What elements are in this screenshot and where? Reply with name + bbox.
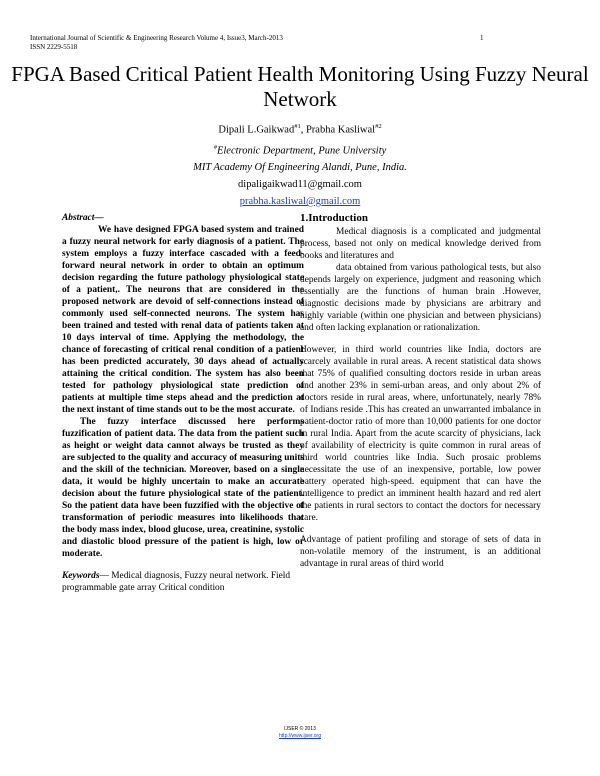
intro-paragraph-4: Advantage of patient profiling and storage of sets of data in non-volatile memory of the instrument, is an additional advantage in rural areas of third world (300, 535, 541, 569)
author-2-mark: #2 (375, 123, 382, 130)
keywords (62, 570, 304, 594)
footer-url[interactable]: http://www.ijser.org (279, 733, 321, 739)
intro-paragraph-2: data obtained from various pathological tests, but also depends largely on experience, judgment and reasoning which essentially are the functions of human brain .However, diagnostic decisions made by physicians are arbitrary and highly variable (within one physician and between physicians) and often lacking explanation or rationalization. (300, 263, 541, 333)
introduction-column (300, 212, 541, 570)
author-block (0, 118, 600, 210)
abstract-label-line (62, 212, 304, 224)
paper-title: FPGA Based Critical Patient Health Monitoring Using Fuzzy Neural Network (11, 62, 589, 111)
author-1-mark: #1 (294, 123, 301, 130)
email-2-link[interactable]: prabha.kasliwal@gmail.com (239, 196, 361, 207)
abstract-column (62, 212, 304, 594)
institution: MIT Academy Of Engineering Alandi, Pune, India. (193, 162, 407, 173)
affiliation-text: Electronic Department, Pune University (216, 145, 387, 156)
keywords-text: — Medical diagnosis, Fuzzy neural network. Field programmable gate array Critical condition (62, 571, 291, 593)
intro-paragraph-3: However, in third world countries like India, doctors are scarcely available in rural areas. A recent statistical data shows that 75% of qualified consulting doctors reside in urban areas and another 23% in semi-urban areas, and only about 2% of doctors reside in rural areas, where, unfortunately, nearly 78% of Indians reside .This has created an unwarranted imbalance in patient-doctor ratio of more than 10,000 patients for one doctor in rural India. Apart from the acute scarcity of physicians, lack of availability of electricity is quite common in rural areas of third world countries like India. Such prosaic problems necessitate the use of an inexpensive, portable, low power battery operated high-speed. equipment that can have the intelligence to predict an imminent health hazard and red alert the patients in rural sectors to contact the doctors for necessary care. (300, 345, 541, 523)
affiliation (0, 139, 600, 160)
abstract-paragraph-1: We have designed FPGA based system and trained a fuzzy neural network for early diagnosis of a patient. The system employs a fuzzy interface cascaded with a feed-forward neural network in order to obtain an optimum decision regarding the future pathology physiological state of a patient,. The neurons that are considered in the proposed network are devoid of self-connections instead of commonly used self-connected neurons. The system has been trained and tested with renal data of patients taken at 10 days interval of time. Applying the methodology, the chance of forecasting of critical renal condition of a patient has been predicted accurately, 30 days ahead of actually attaining the critical condition. The system has also been tested for pathology physiological state prediction of patients at multiple time steps ahead and the prediction at the next instant of time stands out to be the most accurate. (62, 225, 304, 415)
journal-header: International Journal of Scientific & Engineering Research Volume 4, Issue3, March-2013 (30, 34, 283, 42)
email-1: dipaligaikwad11@gmail.com (238, 179, 362, 190)
author-separator: , (300, 124, 306, 136)
author-1: Dipali L.Gaikwad (218, 124, 295, 136)
page-number: 1 (480, 34, 484, 42)
issn-label: ISSN 2229-5518 (30, 43, 78, 51)
author-names (0, 118, 600, 139)
abstract-label: Abstract— (62, 213, 104, 223)
section-heading: 1.Introduction (300, 212, 368, 224)
affiliation-mark: # (213, 143, 217, 151)
keywords-label: Keywords (62, 571, 100, 581)
author-2: Prabha Kasliwal (305, 124, 376, 136)
intro-paragraph-1: Medical diagnosis is a complicated and judgmental process, based not only on medical knowledge derived from books and literatures and (300, 227, 541, 261)
abstract-paragraph-2: The fuzzy interface discussed here performs fuzzification of patient data. The data from the patient such as height or weight data cannot always be trusted as they are subjected to the quality and accuracy of measuring units and the skill of the technician. Moreover, based on a single data, it would be highly uncertain to make an accurate decision about the future physiological state of the patient. So the patient data have been fuzzified with the objective of transformation of periodic measures into likelihoods that the body mass index, blood glucose, urea, creatinine, systolic and diastolic blood pressure of the patient is high, low or moderate. (62, 417, 304, 559)
footer-copyright: IJSER © 2013 (284, 726, 316, 732)
